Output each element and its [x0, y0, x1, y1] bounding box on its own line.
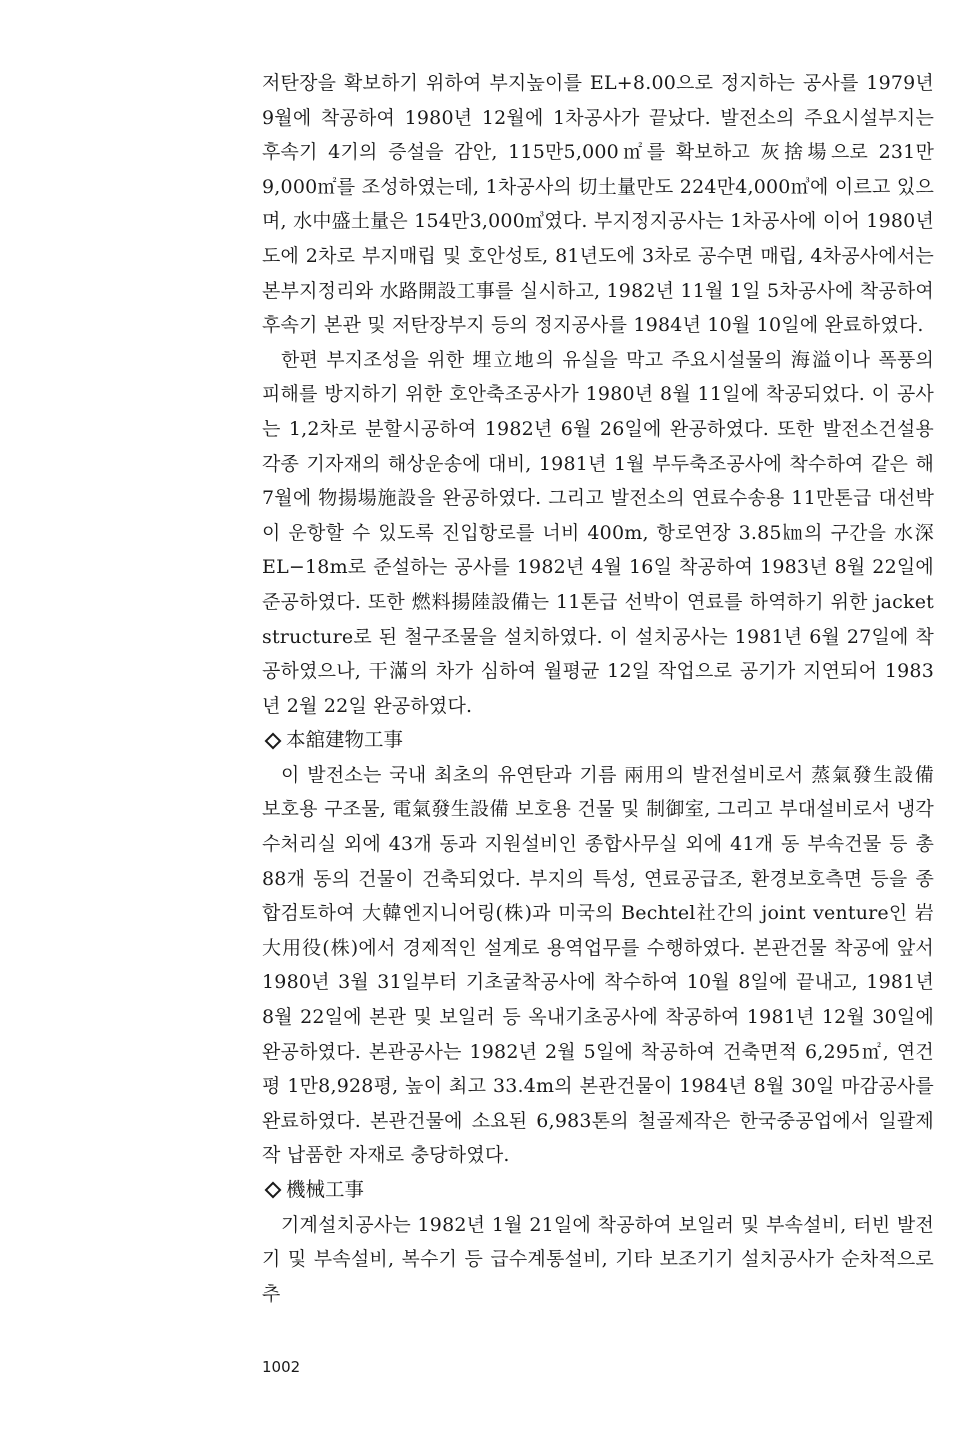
paragraph-mechanical-installation: 기계설치공사는 1982년 1월 21일에 착공하여 보일러 및 부속설비, 터빈 발전기 및 부속설비, 복수기 등 급수계통설비, 기타 보조기기 설치공사가 순차적으로 추	[262, 1213, 934, 1305]
diamond-bullet-icon	[265, 1182, 282, 1199]
paragraph-main-building: 이 발전소는 국내 최초의 유연탄과 기름 兩用의 발전설비로서 蒸氣發生設備 보호용 구조물, 電氣發生設備 보호용 건물 및 制御室, 그리고 부대설비로서 냉각수처리실 외에 43개 동과 지원설비인 종합사무실 외에 41개 동 부속건물 등 총 88개 동의 건물이 건축되었다. 부지의 특성, 연료공급조, 환경보호측면 등을 종합검토하여 大韓엔지니어링(株)과 미국의 Bechtel社간의 joint venture인 岩大用役(株)에서 경제적인 설계로 용역업무를 수행하였다. 본관건물 착공에 앞서 1980년 3월 31일부터 기초굴착공사에 착수하여 10월 8일에 끝내고, 1981년 8월 22일에 본관 및 보일러 등 옥내기초공사에 착공하여 1981년 12월 30일에 완공하였다. 본관공사는 1982년 2월 5일에 착공하여 건축면적 6,295㎡, 연건평 1만8,928평, 높이 최고 33.4m의 본관건물이 1984년 8월 30일 마감공사를 완료하였다. 본관건물에 소요된 6,983톤의 철골제작은 한국중공업에서 일괄제작 납품한 자재로 충당하였다.	[262, 763, 934, 1167]
section-heading-label: 機械工事	[286, 1178, 365, 1201]
page-number: 1002	[262, 1358, 301, 1376]
diamond-bullet-icon	[265, 732, 282, 749]
section-heading-mechanical	[262, 1173, 934, 1208]
section-heading-main-building	[262, 723, 934, 758]
page-body	[262, 66, 934, 1311]
paragraph-seawall-construction: 한편 부지조성을 위한 埋立地의 유실을 막고 주요시설물의 海溢이나 폭풍의 피해를 방지하기 위한 호안축조공사가 1980년 8월 11일에 착공되었다. 이 공사는 1,2차로 분할시공하여 1982년 6월 26일에 완공하였다. 또한 발전소건설용 각종 기자재의 해상운송에 대비, 1981년 1월 부두축조공사에 착수하여 같은 해 7월에 物揚場施設을 완공하였다. 그리고 발전소의 연료수송용 11만톤급 대선박이 운항할 수 있도록 진입항로를 너비 400m, 항로연장 3.85㎞의 구간을 水深 EL−18m로 준설하는 공사를 1982년 4월 16일 착공하여 1983년 8월 22일에 준공하였다. 또한 燃料揚陸設備는 11톤급 선박이 연료를 하역하기 위한 jacket structure로 된 철구조물을 설치하였다. 이 설치공사는 1981년 6월 27일에 착공하였으나, 干滿의 차가 심하여 월평균 12일 작업으로 공기가 지연되어 1983년 2월 22일 완공하였다.	[262, 348, 934, 717]
paragraph-site-leveling: 저탄장을 확보하기 위하여 부지높이를 EL+8.00으로 정지하는 공사를 1979년 9월에 착공하여 1980년 12월에 1차공사가 끝났다. 발전소의 주요시설부지는 후속기 4기의 증설을 감안, 115만5,000㎡를 확보하고 灰捨場으로 231만9,000㎡를 조성하였는데, 1차공사의 切土量만도 224만4,000㎥에 이르고 있으며, 水中盛土量은 154만3,000㎥였다. 부지정지공사는 1차공사에 이어 1980년도에 2차로 부지매립 및 호안성토, 81년도에 3차로 공수면 매립, 4차공사에서는 본부지정리와 水路開設工事를 실시하고, 1982년 11월 1일 5차공사에 착공하여 후속기 본관 및 저탄장부지 등의 정지공사를 1984년 10월 10일에 완료하였다.	[262, 72, 934, 337]
section-heading-label: 本舘建物工事	[286, 728, 404, 752]
